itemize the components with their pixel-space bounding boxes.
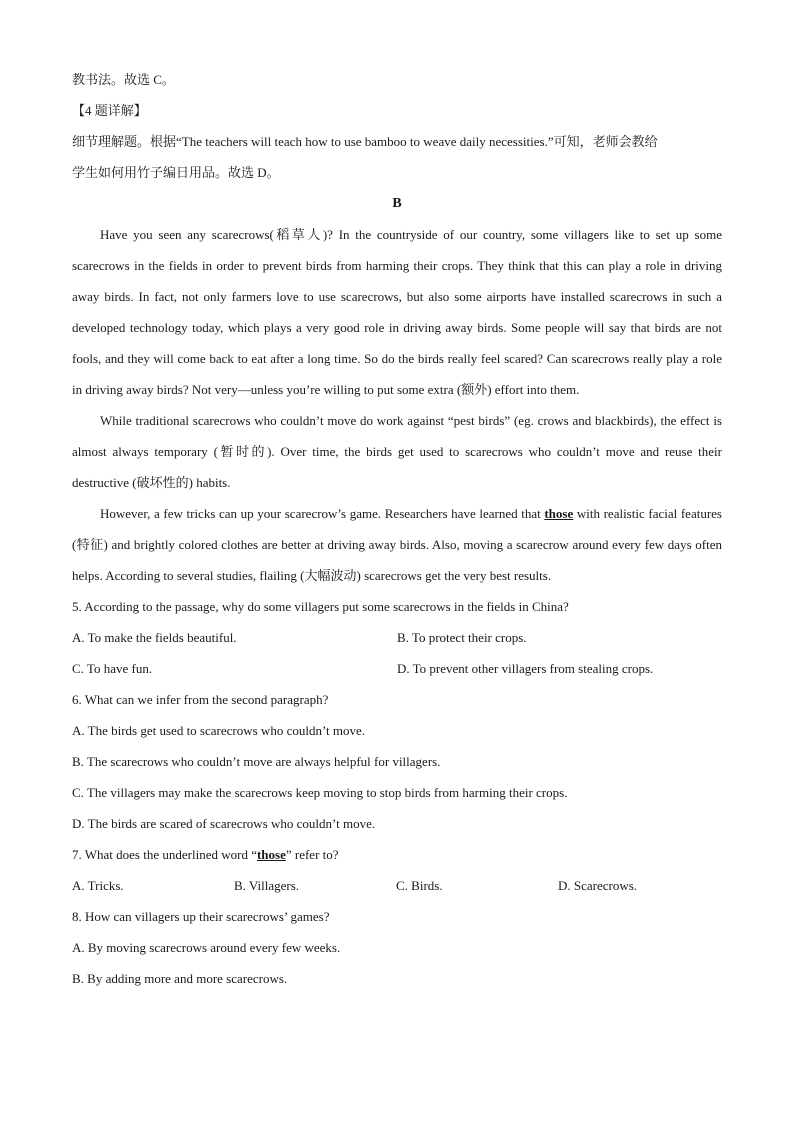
q7-stem-after: ” refer to? [285, 847, 339, 862]
q4-detail-line2: 学生如何用竹子编日用品。故选 D。 [72, 165, 280, 180]
question-6-stem: 6. What can we infer from the second paragraph? [72, 692, 329, 707]
q4-detail-line1: 细节理解题。根据“The teachers will teach how to use bamboo to weave daily necessities.”可知，老师会教给 [72, 134, 658, 149]
q7-option-d: D. Scarecrows. [558, 878, 638, 893]
q6-option-b: B. The scarecrows who couldn’t move are always helpful for villagers. [72, 754, 441, 769]
q5-option-c: C. To have fun. [72, 661, 153, 676]
q7-option-b: B. Villagers. [234, 878, 300, 893]
q8-option-b: B. By adding more and more scarecrows. [72, 971, 288, 986]
q7-option-a: A. Tricks. [72, 878, 124, 893]
document-page [72, 64, 722, 994]
underlined-word-those: those [544, 506, 574, 521]
passage-paragraph-2: While traditional scarecrows who couldn’t move do work against “pest birds” (eg. crows and blackbirds), the effect is almost always temporary (暂时的). Over time, the birds get used to scarecrows who couldn’t move and reuse their destructive (破坏性的) habits. [72, 413, 722, 490]
question-5-options-row-2 [72, 653, 722, 684]
q5-option-a: A. To make the fields beautiful. [72, 630, 237, 645]
question-5-stem: 5. According to the passage, why do some villagers put some scarecrows in the fields in China? [72, 599, 569, 614]
q6-option-d: D. The birds are scared of scarecrows who couldn’t move. [72, 816, 376, 831]
q7-option-c: C. Birds. [396, 878, 443, 893]
q6-option-a: A. The birds get used to scarecrows who couldn’t move. [72, 723, 366, 738]
q4-detail-label: 【4 题详解】 [72, 103, 147, 118]
q6-option-c: C. The villagers may make the scarecrows keep moving to stop birds from harming their crops. [72, 785, 568, 800]
question-8-stem: 8. How can villagers up their scarecrows’ games? [72, 909, 330, 924]
question-5-options-row-1 [72, 622, 722, 653]
passage-paragraph-1: Have you seen any scarecrows(稻草人)? In the countryside of our country, some villagers like to set up some scarecrows in the fields in order to prevent birds from harming their crops. They think that this can play a role in driving away birds. In fact, not only farmers love to use scarecrows, but also some airports have installed scarecrows in such a developed technology today, which plays a very good role in driving away birds. Some people will say that birds are not fools, and they will come back to eat after a long time. So do the birds really feel scared? Can scarecrows really play a role in driving away birds? Not very—unless you’re willing to put some extra (额外) effort into them. [72, 227, 722, 397]
p3-text-before: However, a few tricks can up your scarecrow’s game. Researchers have learned that [100, 506, 545, 521]
prev-answer-tail: 教书法。故选 C。 [72, 72, 175, 87]
p3-text-after: with realistic facial features (特征) and brightly colored clothes are better at driving away birds. Also, moving a scarecrow around every few days often helps. According to several studies, flailing (大幅波动) scarecrows get the very best results. [72, 506, 722, 583]
question-7-stem [72, 839, 722, 870]
q7-stem-before: 7. What does the underlined word “ [72, 847, 257, 862]
question-7-options [72, 870, 722, 901]
section-b-title: B [392, 196, 402, 211]
q5-option-d: D. To prevent other villagers from stealing crops. [397, 661, 654, 676]
q7-underlined-word: those [256, 847, 286, 862]
q8-option-a: A. By moving scarecrows around every few weeks. [72, 940, 341, 955]
passage-paragraph-3 [72, 498, 722, 591]
q5-option-b: B. To protect their crops. [397, 630, 527, 645]
